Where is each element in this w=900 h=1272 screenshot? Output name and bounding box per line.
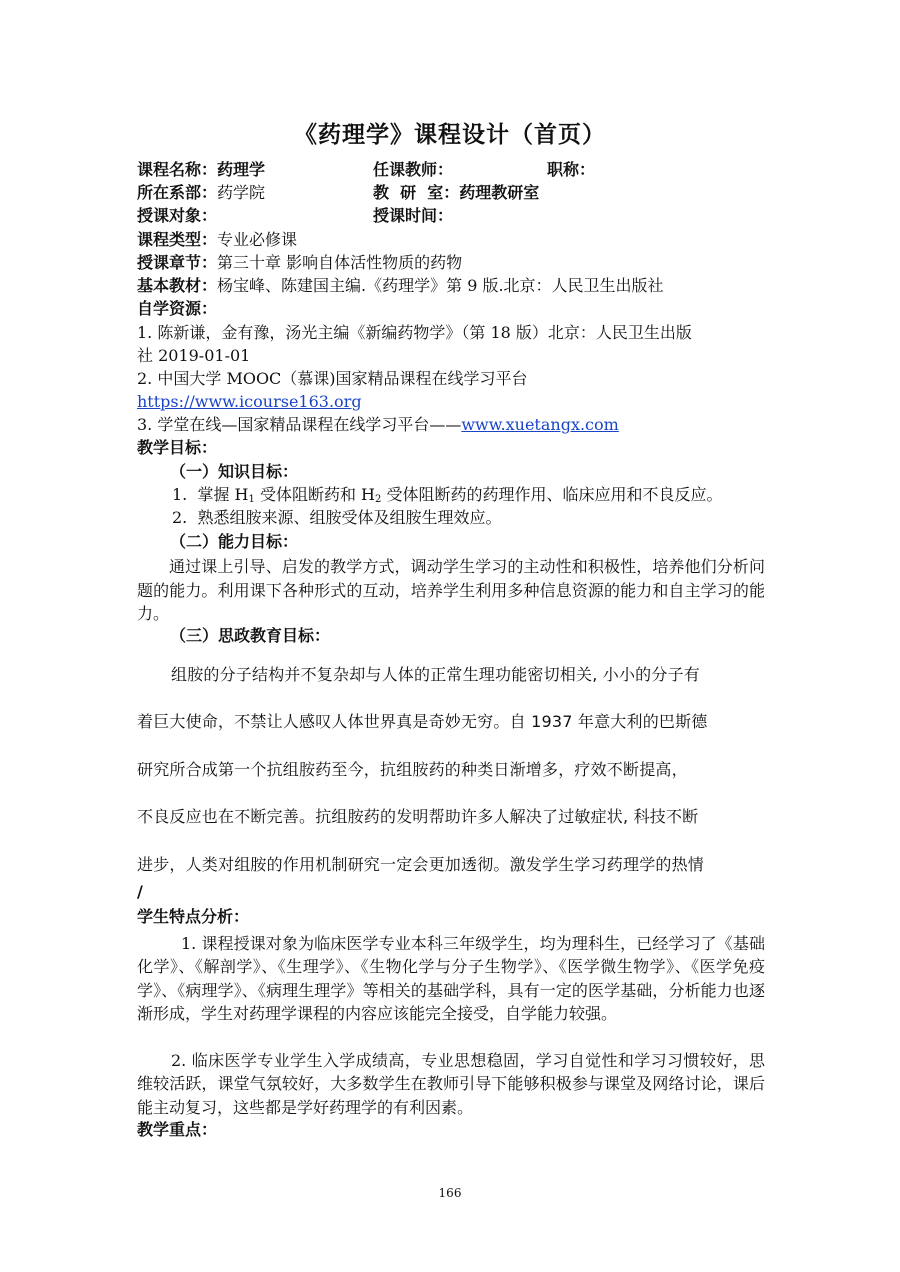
row-office [373,183,539,203]
page-number: 166 [438,1186,462,1200]
resource-1-line2: 社 2019-01-01 [137,346,251,365]
chapter: 第三十章 影响自体活性物质的药物 [217,253,463,272]
row-textbook [137,276,664,296]
dept-label: 所在系部： [137,183,218,202]
time-label: 授课时间： [373,206,454,225]
ability-text: 通过课上引导、启发的教学方式，调动学生学习的主动性和积极性，培养他们分析问题的能力。利用课下各种形式的互动，培养学生利用多种信息资源的能力和自主学习的能力。 [137,557,765,623]
dept: 药学院 [217,183,266,202]
ideology-line-6: / [137,882,144,901]
row-chapter [137,253,462,273]
resource-2-link-row [137,392,362,412]
knowledge-item-1: 1. 掌握 $H_1$ 受体阻断药和 $H_2$ 受体阻断药的药理作用、临床应用和不良反应。 [172,485,723,505]
textbook-label: 基本教材： [137,276,218,295]
knowledge-item-2: 2. 熟悉组胺来源、组胺受体及组胺生理效应。 [172,508,502,527]
resource-3-text: 3. 学堂在线—国家精品课程在线学习平台—— [137,415,462,434]
resource-2: 2. 中国大学 MOOC（慕课)国家精品课程在线学习平台 [137,369,528,388]
row-dept [137,183,265,203]
teacher-label: 任课教师： [373,160,454,179]
ability-heading: （二）能力目标： [170,532,299,551]
resource-1-line1: 1. 陈新谦，金有豫，汤光主编《新编药物学》（第 18 版）北京：人民卫生出版 [137,323,692,342]
ideology-line-5: 进步，人类对组胺的作用机制研究一定会更加透彻。激发学生学习药理学的热情 [137,855,705,874]
knowledge-heading: （一）知识目标： [170,462,299,481]
xuetangx-link[interactable]: www.xuetangx.com [461,415,619,434]
row-type [137,230,297,250]
students-heading: 学生特点分析： [137,907,250,926]
course-name: 药理学 [217,160,266,179]
resources-heading: 自学资源： [137,299,218,318]
ideology-line-3: 研究所合成第一个抗组胺药至今，抗组胺药的种类日渐增多，疗效不断提高， [137,760,688,779]
icourse-link[interactable]: https://www.icourse163.org [137,392,362,411]
students-paragraph-2: 2. 临床医学专业学生入学成绩高，专业思想稳固，学习自觉性和学习习惯较好，思维较活跃，课堂气氛较好，大多数学生在教师引导下能够积极参与课堂及网络讨论，课后能主动复习，这些都是学好药理学的有利因素。 [137,1051,765,1117]
students-paragraph-1: 1. 课程授课对象为临床医学专业本科三年级学生，均为理科生，已经学习了《基础化学》、《解剖学》、《生理学》、《生物化学与分子生物学》、《医学微生物学》、《医学免疫学》、《病理学》、《病理生理学》等相关的基础学科，具有一定的医学基础，分析能力也逐渐形成，学生对药理学课程的内容应该能完全接受，自学能力较强。 [137,934,765,1024]
office-label: 教 研 室： [373,183,460,202]
type-label: 课程类型： [137,230,218,249]
chapter-label: 授课章节： [137,253,218,272]
course-name-label: 课程名称： [137,160,218,179]
row-course [137,160,265,180]
ideology-line-4: 不良反应也在不断完善。抗组胺药的发明帮助许多人解决了过敏症状, 科技不断 [137,807,699,826]
key-points-heading: 教学重点： [137,1120,218,1139]
office: 药理教研室 [459,183,540,202]
rank-label: 职称： [547,160,596,179]
ideology-heading: （三）思政教育目标： [170,626,331,645]
type: 专业必修课 [217,230,298,249]
page-title: 《药理学》课程设计（首页） [294,122,606,148]
objectives-heading: 教学目标： [137,438,218,457]
resource-3 [137,415,619,435]
textbook: 杨宝峰、陈建国主编.《药理学》第 9 版.北京：人民卫生出版社 [217,276,664,295]
audience-label: 授课对象： [137,206,218,225]
ideology-line-1: 组胺的分子结构并不复杂却与人体的正常生理功能密切相关, 小小的分子有 [171,665,700,684]
ideology-line-2: 着巨大使命，不禁让人感叹人体世界真是奇妙无穷。自 1937 年意大利的巴斯德 [137,712,708,731]
